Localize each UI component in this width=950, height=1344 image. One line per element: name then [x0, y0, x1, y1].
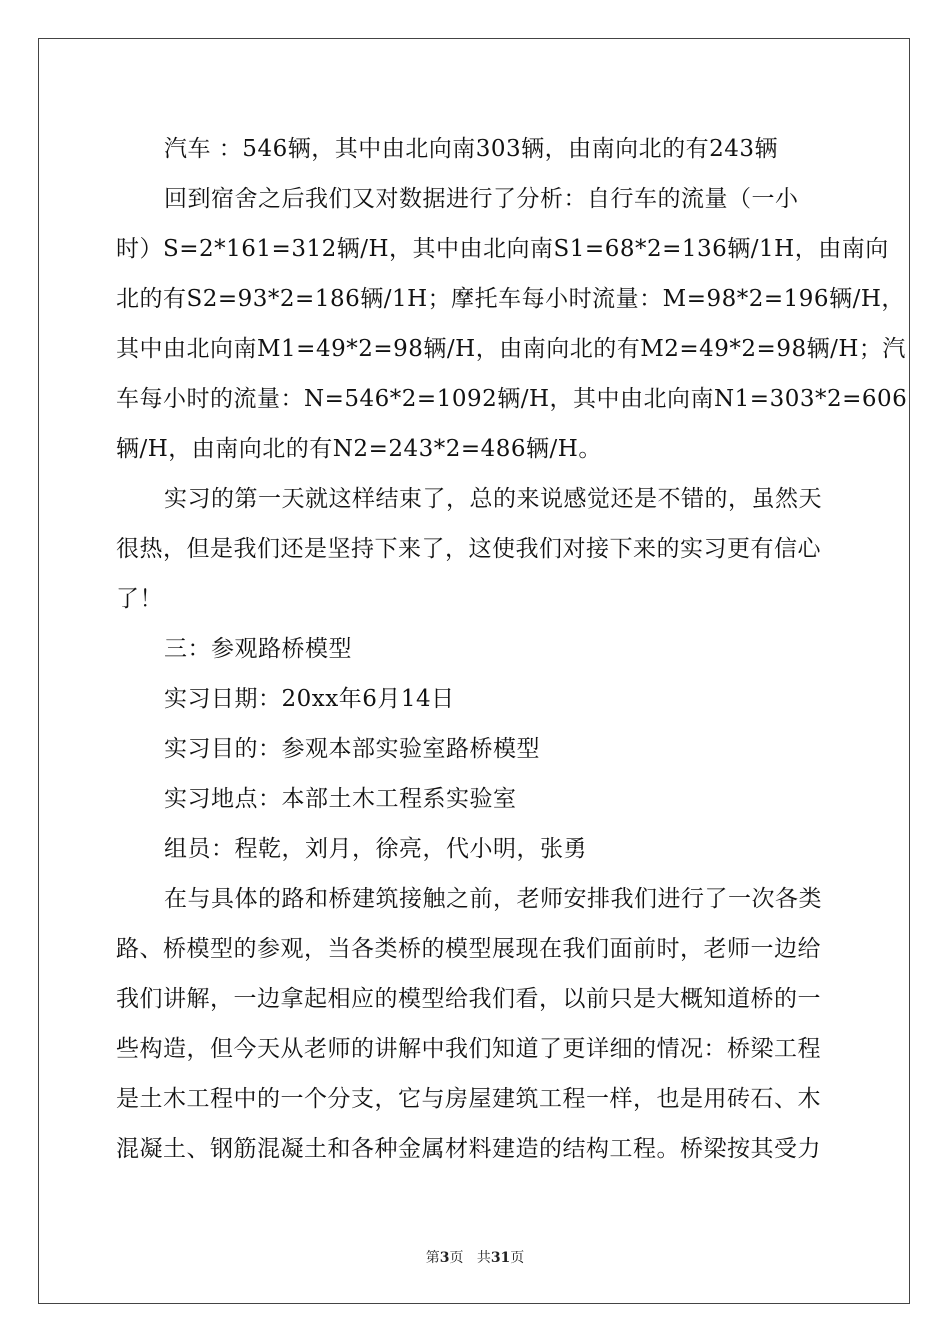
footer-prefix: 第: [425, 1250, 440, 1266]
info-location: 实习地点：本部土木工程系实验室: [164, 786, 517, 812]
text-line: 很热，但是我们还是坚持下来了，这使我们对接下来的实习更有信心: [116, 536, 821, 562]
text-line: 了！: [116, 586, 163, 612]
page-number: 3: [439, 1250, 450, 1266]
section-heading: 三：参观路桥模型: [164, 636, 352, 662]
text-line: 实习的第一天就这样结束了，总的来说感觉还是不错的，虽然天: [164, 486, 822, 512]
text-line: 汽车 ：546辆，其中由北向南303辆，由南向北的有243辆: [164, 136, 779, 162]
text-line: 时）S=2*161=312辆/H，其中由北向南S1=68*2=136辆/1H，由南向: [116, 236, 889, 262]
text-line: 北的有S2=93*2=186辆/1H；摩托车每小时流量：M=98*2=196辆/H，: [116, 286, 905, 312]
text-line: 混凝土、钢筋混凝土和各种金属材料建造的结构工程。桥梁按其受力: [116, 1136, 821, 1162]
text-line: 是土木工程中的一个分支，它与房屋建筑工程一样，也是用砖石、木: [116, 1086, 821, 1112]
text-line: 辆/H，由南向北的有N2=243*2=486辆/H。: [116, 436, 602, 462]
footer-total-suffix: 页: [510, 1250, 525, 1266]
page-footer: [0, 1247, 950, 1267]
footer-page-suffix: 页: [449, 1250, 464, 1266]
info-members: 组员：程乾，刘月，徐亮，代小明，张勇: [164, 836, 587, 862]
text-line: 车每小时的流量：N=546*2=1092辆/H，其中由北向南N1=303*2=606: [116, 386, 908, 412]
text-line: 回到宿舍之后我们又对数据进行了分析：自行车的流量（一小: [164, 186, 799, 212]
total-pages: 31: [490, 1250, 511, 1266]
text-line: 在与具体的路和桥建筑接触之前，老师安排我们进行了一次各类: [164, 886, 822, 912]
info-purpose: 实习目的：参观本部实验室路桥模型: [164, 736, 540, 762]
document-body: [116, 124, 908, 1174]
info-date: 实习日期：20xx年6月14日: [164, 686, 455, 712]
text-line: 其中由北向南M1=49*2=98辆/H，由南向北的有M2=49*2=98辆/H；汽: [116, 336, 906, 362]
footer-total-prefix: 共: [476, 1250, 491, 1266]
text-line: 路、桥模型的参观，当各类桥的模型展现在我们面前时，老师一边给: [116, 936, 821, 962]
text-line: 些构造，但今天从老师的讲解中我们知道了更详细的情况：桥梁工程: [116, 1036, 821, 1062]
text-line: 我们讲解，一边拿起相应的模型给我们看，以前只是大概知道桥的一: [116, 986, 821, 1012]
